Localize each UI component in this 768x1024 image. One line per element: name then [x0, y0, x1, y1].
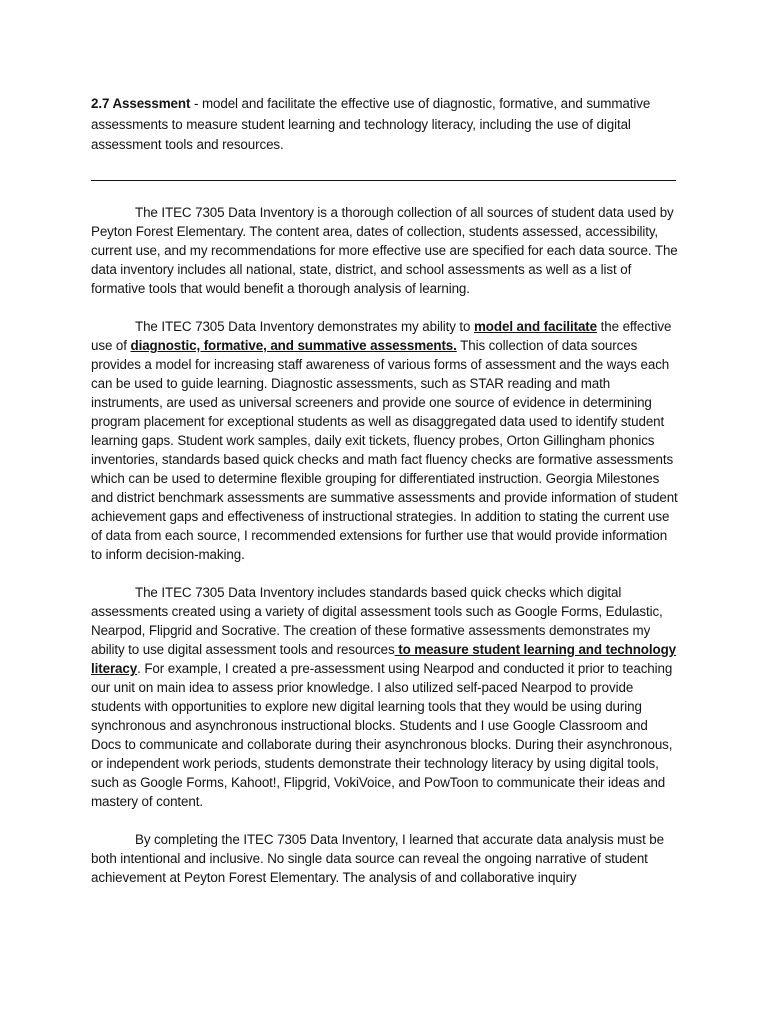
- paragraph-text: By completing the ITEC 7305 Data Inventory, I learned that accurate data analysis must be both intentional and inclusive. No single data source can reveal the ongoing narrative of student achievement at Peyton Forest Elementary. The analysis of and collaborative inquiry: [91, 832, 665, 885]
- paragraph-text: the effective use of: [91, 319, 672, 353]
- standard-description: - model and facilitate the effective use of diagnostic, formative, and summative assessments to measure student learning and technology literacy, including the use of digital assessment tools and resources.: [91, 96, 651, 152]
- emphasis-model-and-facilitate: model and facilitate: [474, 319, 598, 334]
- emphasis-measure-learning: to measure student learning and technology literacy: [91, 642, 677, 676]
- paragraph-text: . For example, I created a pre-assessment using Nearpod and conducted it prior to teaching our unit on main idea to assess prior knowledge. I also utilized self-paced Nearpod to provide students with opportunities to explore new digital learning tools that they would be using during synchronous and asynchronous instructional blocks. Students and I use Google Classroom and Docs to communicate and collaborate during their asynchronous blocks. During their asynchronous, or independent work periods, students demonstrate their technology literacy by using digital tools, such as Google Forms, Kahoot!, Flipgrid, VokiVoice, and PowToon to communicate their ideas and mastery of content.: [91, 661, 673, 809]
- emphasis-assessment-types: diagnostic, formative, and summative assessments.: [130, 338, 457, 353]
- reflection-body: [91, 203, 681, 906]
- paragraph-3: [91, 583, 681, 811]
- standard-label: 2.7 Assessment: [91, 96, 191, 111]
- horizontal-rule: [91, 180, 676, 181]
- paragraph-text: The ITEC 7305 Data Inventory is a thorough collection of all sources of student data used by Peyton Forest Elementary. The content area, dates of collection, students assessed, accessibility, current use, and my recommendations for more effective use are specified for each data source. The data inventory includes all national, state, district, and school assessments as well as a list of formative tools that would benefit a thorough analysis of learning.: [91, 205, 678, 296]
- paragraph-2: [91, 317, 681, 564]
- paragraph-4: [91, 830, 681, 887]
- paragraph-text: The ITEC 7305 Data Inventory includes standards based quick checks which digital assessments created using a variety of digital assessment tools such as Google Forms, Edulastic, Nearpod, Flipgrid and Socrative. The creation of these formative assessments demonstrates my ability to use digital assessment tools and resources: [91, 585, 663, 657]
- paragraph-1: [91, 203, 681, 298]
- paragraph-text: This collection of data sources provides a model for increasing staff awareness of various forms of assessment and the ways each can be used to guide learning. Diagnostic assessments, such as STAR reading and math instruments, are used as universal screeners and provide one source of evidence in determining program placement for exceptional students as well as disaggregated data used to identify student learning gaps. Student work samples, daily exit tickets, fluency probes, Orton Gillingham phonics inventories, standards based quick checks and math fact fluency checks are formative assessments which can be used to determine flexible grouping for differentiated instruction. Georgia Milestones and district benchmark assessments are summative assessments and provide information of student achievement gaps and effectiveness of instructional strategies. In addition to stating the current use of data from each source, I recommended extensions for further use that would provide information to inform decision-making.: [91, 338, 678, 562]
- paragraph-text: The ITEC 7305 Data Inventory demonstrates my ability to: [135, 319, 474, 334]
- standard-statement: [91, 94, 681, 156]
